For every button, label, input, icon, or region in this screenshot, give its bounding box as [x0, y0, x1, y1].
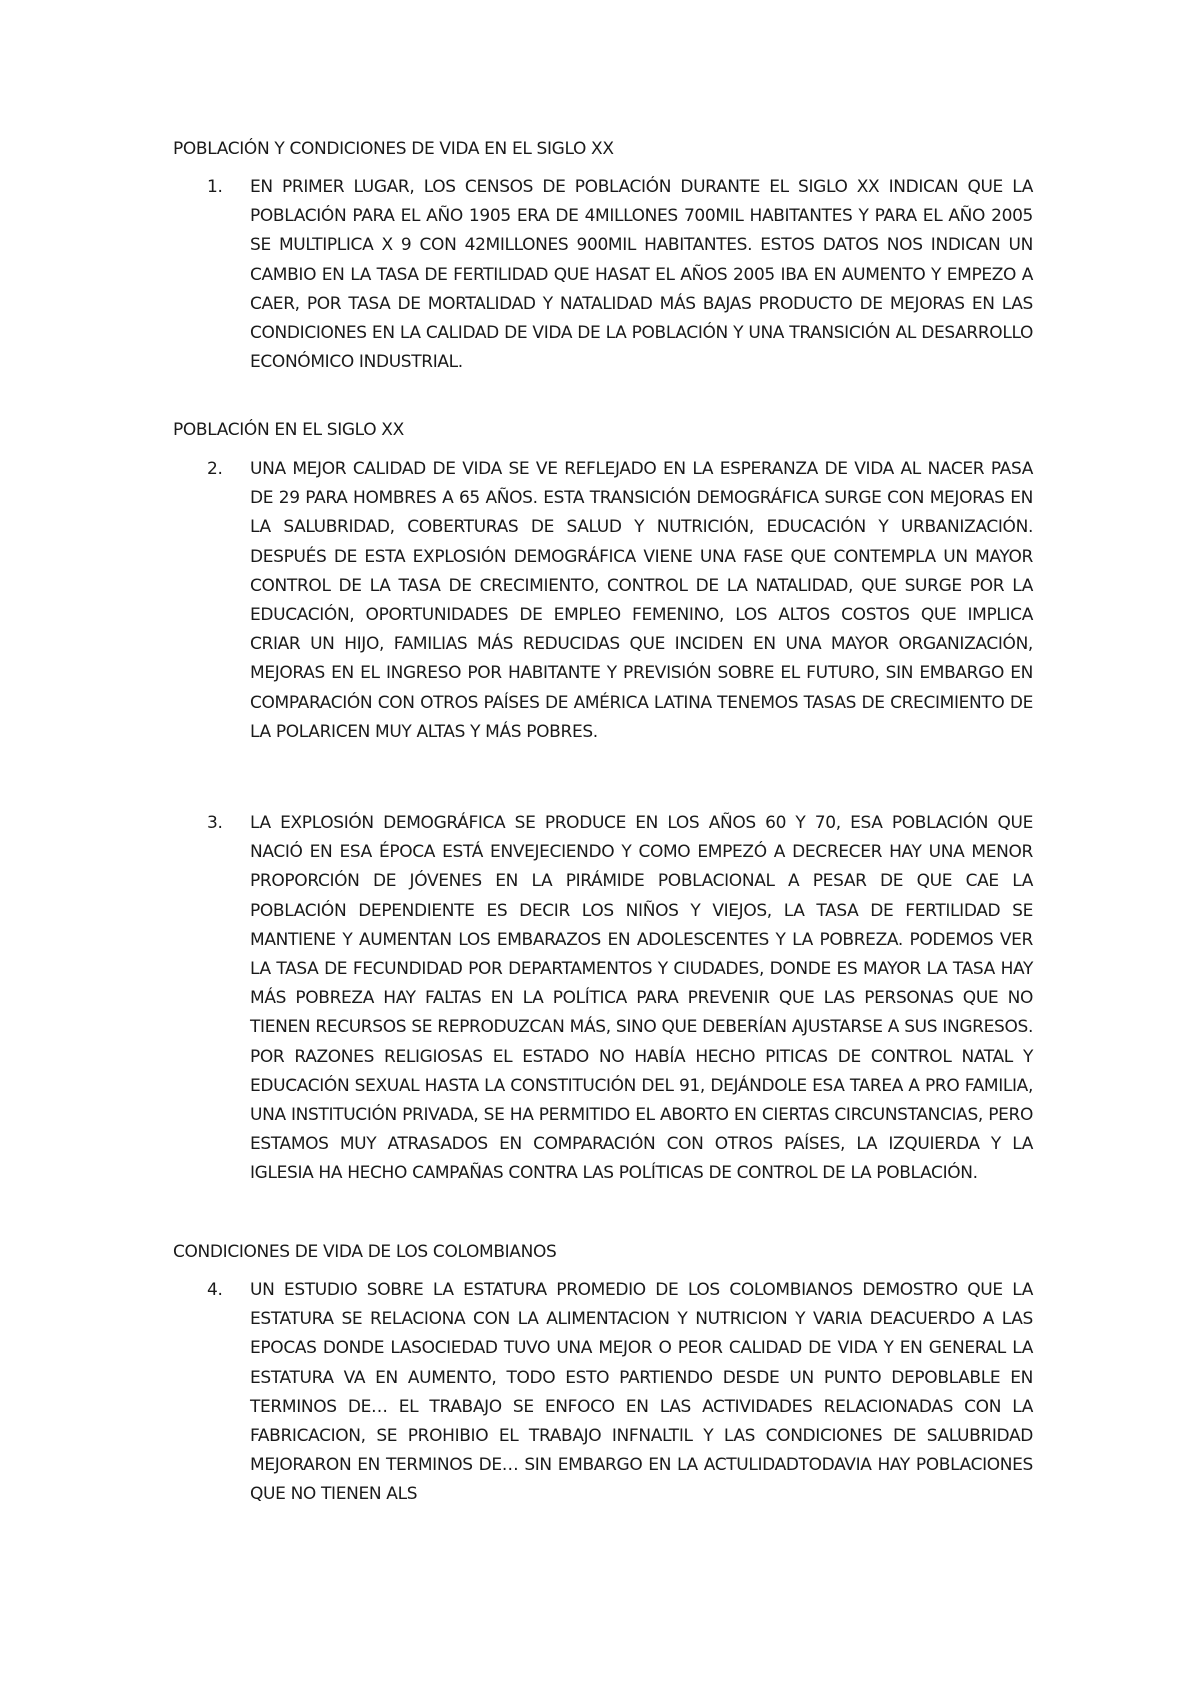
list-item-3 [173, 809, 1033, 1189]
section-heading-1: POBLACIÓN Y CONDICIONES DE VIDA EN EL SIGLO XX [173, 139, 614, 159]
list-item-text: EN PRIMER LUGAR, LOS CENSOS DE POBLACIÓN DURANTE EL SIGLO XX INDICAN QUE LA POBLACIÓN PARA EL AÑO 1905 ERA DE 4MILLONES 700MIL HABITANTES Y PARA EL AÑO 2005 SE MULTIPLICA X 9 CON 42MILLONES 900MIL HABITANTES. ESTOS DATOS NOS INDICAN UN CAMBIO EN LA TASA DE FERTILIDAD QUE HASAT EL AÑOS 2005 IBA EN AUMENTO Y EMPEZO A CAER, POR TASA DE MORTALIDAD Y NATALIDAD MÁS BAJAS PRODUCTO DE MEJORAS EN LAS CONDICIONES EN LA CALIDAD DE VIDA DE LA POBLACIÓN Y UNA TRANSICIÓN AL DESARROLLO ECONÓMICO INDUSTRIAL. [250, 177, 1033, 373]
list-item-text: UNA MEJOR CALIDAD DE VIDA SE VE REFLEJADO EN LA ESPERANZA DE VIDA AL NACER PASA DE 29 PARA HOMBRES A 65 AÑOS. ESTA TRANSICIÓN DEMOGRÁFICA SURGE CON MEJORAS EN LA SALUBRIDAD, COBERTURAS DE SALUD Y NUTRICIÓN, EDUCACIÓN Y URBANIZACIÓN. DESPUÉS DE ESTA EXPLOSIÓN DEMOGRÁFICA VIENE UNA FASE QUE CONTEMPLA UN MAYOR CONTROL DE LA TASA DE CRECIMIENTO, CONTROL DE LA NATALIDAD, QUE SURGE POR LA EDUCACIÓN, OPORTUNIDADES DE EMPLEO FEMENINO, LOS ALTOS COSTOS QUE IMPLICA CRIAR UN HIJO, FAMILIAS MÁS REDUCIDAS QUE INCIDEN EN UNA MAYOR ORGANIZACIÓN, MEJORAS EN EL INGRESO POR HABITANTE Y PREVISIÓN SOBRE EL FUTURO, SIN EMBARGO EN COMPARACIÓN CON OTROS PAÍSES DE AMÉRICA LATINA TENEMOS TASAS DE CRECIMIENTO DE LA POLARICEN MUY ALTAS Y MÁS POBRES. [250, 459, 1033, 742]
list-item-number: 4. [207, 1280, 223, 1300]
section-heading-3: CONDICIONES DE VIDA DE LOS COLOMBIANOS [173, 1242, 557, 1262]
list-item-number: 3. [207, 813, 223, 833]
list-item-number: 1. [207, 177, 223, 197]
list-item-text: UN ESTUDIO SOBRE LA ESTATURA PROMEDIO DE LOS COLOMBIANOS DEMOSTRO QUE LA ESTATURA SE RELACIONA CON LA ALIMENTACION Y NUTRICION Y VARIA DEACUERDO A LAS EPOCAS DONDE LASOCIEDAD TUVO UNA MEJOR O PEOR CALIDAD DE VIDA Y EN GENERAL LA ESTATURA VA EN AUMENTO, TODO ESTO PARTIENDO DESDE UN PUNTO DEPOBLABLE EN TERMINOS DE… EL TRABAJO SE ENFOCO EN LAS ACTIVIDADES RELACIONADAS CON LA FABRICACION, SE PROHIBIO EL TRABAJO INFNALTIL Y LAS CONDICIONES DE SALUBRIDAD MEJORARON EN TERMINOS DE… SIN EMBARGO EN LA ACTULIDADTODAVIA HAY POBLACIONES QUE NO TIENEN ALS [250, 1280, 1033, 1505]
section-heading-2: POBLACIÓN EN EL SIGLO XX [173, 420, 404, 440]
list-item-text: LA EXPLOSIÓN DEMOGRÁFICA SE PRODUCE EN LOS AÑOS 60 Y 70, ESA POBLACIÓN QUE NACIÓ EN ESA ÉPOCA ESTÁ ENVEJECIENDO Y COMO EMPEZÓ A DECRECER HAY UNA MENOR PROPORCIÓN DE JÓVENES EN LA PIRÁMIDE POBLACIONAL A PESAR DE QUE CAE LA POBLACIÓN DEPENDIENTE ES DECIR LOS NIÑOS Y VIEJOS, LA TASA DE FERTILIDAD SE MANTIENE Y AUMENTAN LOS EMBARAZOS EN ADOLESCENTES Y LA POBREZA. PODEMOS VER LA TASA DE FECUNDIDAD POR DEPARTAMENTOS Y CIUDADES, DONDE ES MAYOR LA TASA HAY MÁS POBREZA HAY FALTAS EN LA POLÍTICA PARA PREVENIR QUE LAS PERSONAS QUE NO TIENEN RECURSOS SE REPRODUZCAN MÁS, SINO QUE DEBERÍAN AJUSTARSE A SUS INGRESOS. POR RAZONES RELIGIOSAS EL ESTADO NO HABÍA HECHO PITICAS DE CONTROL NATAL Y EDUCACIÓN SEXUAL HASTA LA CONSTITUCIÓN DEL 91, DEJÁNDOLE ESA TAREA A PRO FAMILIA, UNA INSTITUCIÓN PRIVADA, SE HA PERMITIDO EL ABORTO EN CIERTAS CIRCUNSTANCIAS, PERO ESTAMOS MUY ATRASADOS EN COMPARACIÓN CON OTROS PAÍSES, LA IZQUIERDA Y LA IGLESIA HA HECHO CAMPAÑAS CONTRA LAS POLÍTICAS DE CONTROL DE LA POBLACIÓN. [250, 813, 1033, 1184]
list-item-4 [173, 1276, 1033, 1510]
list-item-1 [173, 173, 1033, 377]
list-item-2 [173, 455, 1033, 747]
list-item-number: 2. [207, 459, 223, 479]
